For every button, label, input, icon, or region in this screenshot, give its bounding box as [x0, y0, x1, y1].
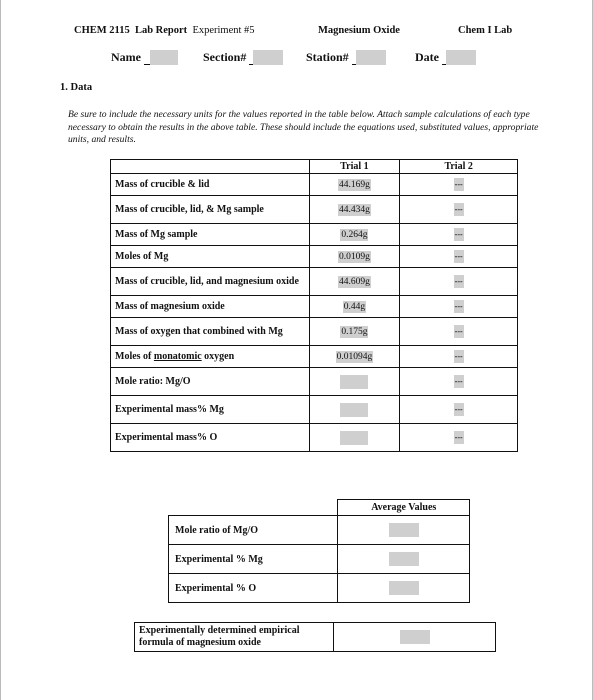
average-table-header	[169, 500, 470, 516]
header-trial1: Trial 1	[309, 160, 400, 174]
trial2-cell[interactable]	[400, 174, 518, 196]
table-row	[111, 246, 518, 268]
trial1-value[interactable]	[340, 431, 368, 445]
table-row	[111, 268, 518, 296]
table-row	[111, 368, 518, 396]
table-row	[111, 224, 518, 246]
row-label: Mass of crucible & lid	[111, 174, 310, 196]
trial1-value[interactable]: 0.44g	[343, 301, 366, 312]
trial1-value[interactable]: 44.169g	[338, 179, 370, 190]
average-row	[169, 545, 470, 574]
row-label: Moles of monatomic oxygen	[111, 346, 310, 368]
average-label: Experimental % O	[169, 574, 338, 603]
header-cell-empty	[111, 160, 310, 174]
table-row	[111, 174, 518, 196]
underlined-word: monatomic	[153, 351, 202, 362]
average-value[interactable]	[389, 581, 419, 595]
row-label: Mole ratio: Mg/O	[111, 368, 310, 396]
average-value-cell[interactable]	[338, 545, 470, 574]
row-label: Experimental mass% O	[111, 424, 310, 452]
trial1-value[interactable]	[340, 403, 368, 417]
formula-value-cell[interactable]	[334, 623, 496, 652]
trial2-value[interactable]: ---	[454, 277, 463, 286]
trial1-cell[interactable]	[309, 174, 400, 196]
header-course-group	[74, 25, 255, 36]
trial1-value[interactable]	[340, 375, 368, 389]
name-field[interactable]	[144, 49, 178, 65]
trial1-cell[interactable]	[309, 424, 400, 452]
average-label: Experimental % Mg	[169, 545, 338, 574]
average-row	[169, 574, 470, 603]
section-field-group	[203, 49, 283, 65]
trial2-cell[interactable]	[400, 346, 518, 368]
trial2-cell[interactable]	[400, 246, 518, 268]
trial2-cell[interactable]	[400, 318, 518, 346]
header-course: CHEM 2115	[74, 25, 130, 36]
average-label: Mole ratio of Mg/O	[169, 516, 338, 545]
header-title: Magnesium Oxide	[318, 25, 400, 36]
trial2-cell[interactable]	[400, 196, 518, 224]
formula-table	[134, 622, 496, 652]
trial2-value[interactable]: ---	[454, 352, 463, 361]
data-table	[110, 159, 518, 452]
trial2-value[interactable]: ---	[454, 405, 463, 414]
trial1-cell[interactable]	[309, 246, 400, 268]
header-report: Lab Report	[134, 25, 188, 36]
trial1-cell[interactable]	[309, 396, 400, 424]
row-label: Mass of crucible, lid, & Mg sample	[111, 196, 310, 224]
trial1-value[interactable]: 44.434g	[338, 204, 370, 215]
row-label: Mass of Mg sample	[111, 224, 310, 246]
data-table-header	[111, 160, 518, 174]
table-row	[111, 196, 518, 224]
trial1-cell[interactable]	[309, 224, 400, 246]
header-lab: Chem I Lab	[458, 25, 513, 36]
trial2-value[interactable]: ---	[454, 230, 463, 239]
trial2-cell[interactable]	[400, 268, 518, 296]
row-label: Mass of crucible, lid, and magnesium oxide	[111, 268, 310, 296]
table-row	[111, 346, 518, 368]
row-label: Mass of oxygen that combined with Mg	[111, 318, 310, 346]
trial2-value[interactable]: ---	[454, 433, 463, 442]
trial1-value[interactable]: 0.0109g	[338, 251, 370, 262]
average-value[interactable]	[389, 523, 419, 537]
row-label: Moles of Mg	[111, 246, 310, 268]
trial2-value[interactable]: ---	[454, 205, 463, 214]
trial2-cell[interactable]	[400, 424, 518, 452]
trial1-cell[interactable]	[309, 268, 400, 296]
average-value-cell[interactable]	[338, 574, 470, 603]
trial1-value[interactable]: 0.01094g	[336, 351, 373, 362]
trial1-cell[interactable]	[309, 318, 400, 346]
formula-value[interactable]	[400, 630, 430, 644]
formula-label: Experimentally determined empirical formula of magnesium oxide	[135, 623, 334, 652]
header-experiment: Experiment #5	[192, 25, 255, 36]
row-label: Mass of magnesium oxide	[111, 296, 310, 318]
average-table	[168, 499, 470, 603]
section-field[interactable]	[249, 49, 283, 65]
trial2-cell[interactable]	[400, 296, 518, 318]
average-value-cell[interactable]	[338, 516, 470, 545]
name-field-group	[111, 49, 178, 65]
station-field-group	[306, 49, 386, 65]
trial2-value[interactable]: ---	[454, 327, 463, 336]
trial2-value[interactable]: ---	[454, 377, 463, 386]
table-row	[111, 296, 518, 318]
trial1-value[interactable]: 0.175g	[341, 326, 368, 337]
trial1-cell[interactable]	[309, 346, 400, 368]
table-row	[111, 396, 518, 424]
station-field[interactable]	[352, 49, 386, 65]
page-left-border	[0, 0, 1, 700]
section-label: Section#	[203, 50, 247, 64]
formula-row	[135, 623, 496, 652]
trial1-value[interactable]: 44.609g	[338, 276, 370, 287]
average-row	[169, 516, 470, 545]
average-header-empty	[169, 500, 338, 516]
row-label: Experimental mass% Mg	[111, 396, 310, 424]
average-header: Average Values	[338, 500, 470, 516]
trial2-cell[interactable]	[400, 396, 518, 424]
instructions: Be sure to include the necessary units for the values reported in the table below. Attach sample calculations of each type necessary to obtain the results in the above table. These should include the equations used, substituted values, appropriate units, and results.	[68, 109, 539, 145]
date-label: Date	[415, 50, 439, 64]
trial1-value[interactable]: 0.264g	[341, 229, 368, 240]
trial2-value[interactable]: ---	[454, 252, 463, 261]
section-title: 1. Data	[60, 82, 93, 93]
trial1-cell[interactable]	[309, 296, 400, 318]
trial1-cell[interactable]	[309, 368, 400, 396]
date-field-group	[415, 49, 476, 65]
trial1-cell[interactable]	[309, 196, 400, 224]
average-value[interactable]	[389, 552, 419, 566]
name-label: Name	[111, 50, 141, 64]
trial2-cell[interactable]	[400, 224, 518, 246]
trial2-cell[interactable]	[400, 368, 518, 396]
table-row	[111, 318, 518, 346]
station-label: Station#	[306, 50, 349, 64]
trial2-value[interactable]: ---	[454, 180, 463, 189]
header-trial2: Trial 2	[400, 160, 518, 174]
trial2-value[interactable]: ---	[454, 302, 463, 311]
table-row	[111, 424, 518, 452]
date-field[interactable]	[442, 49, 476, 65]
